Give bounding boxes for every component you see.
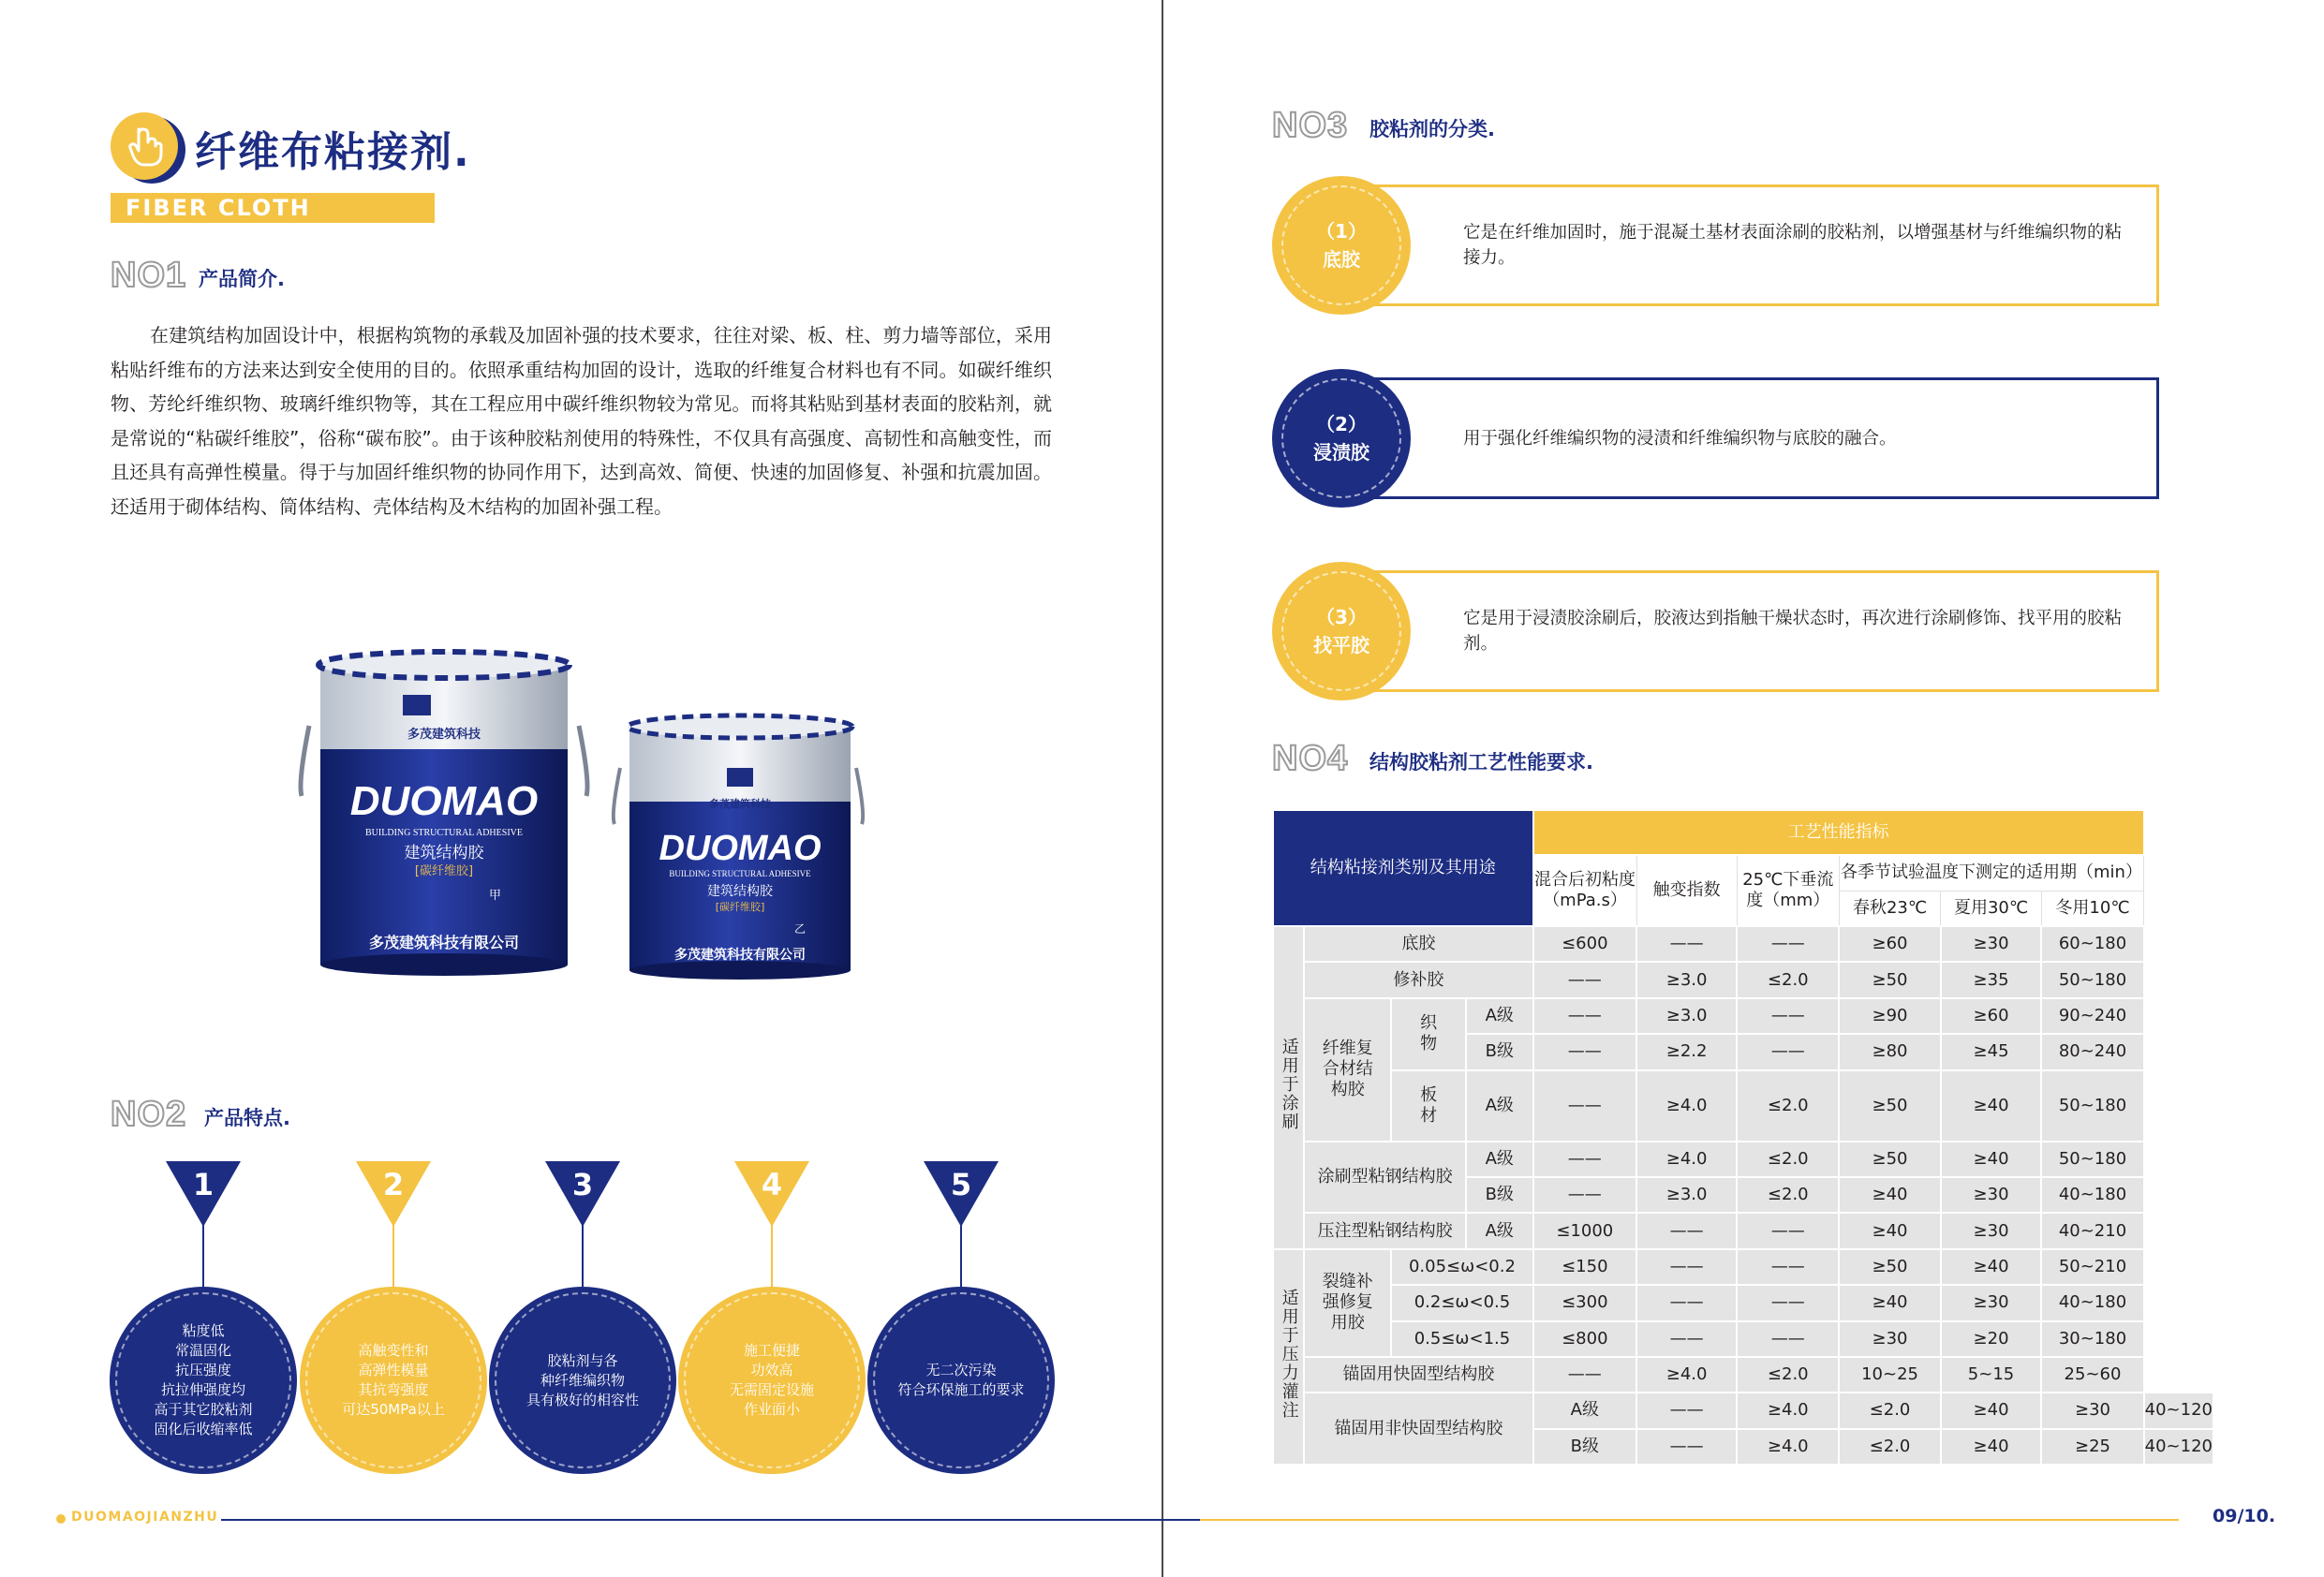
table-cell: ≥4.0 bbox=[1636, 1142, 1737, 1177]
section-tag-no2: NO2 bbox=[111, 1095, 187, 1134]
table-cell: 压注型粘钢结构胶 bbox=[1304, 1213, 1466, 1248]
category-box-3 bbox=[1368, 570, 2159, 692]
feature-line: 胶粘剂与各 bbox=[547, 1351, 618, 1369]
table-cell: 锚固用快固型结构胶 bbox=[1304, 1357, 1532, 1393]
table-cell: —— bbox=[1737, 1321, 1839, 1357]
feature-circle bbox=[867, 1287, 1055, 1474]
feature-line: 高触变性和 bbox=[358, 1342, 429, 1359]
table-cell: 40~120 bbox=[2144, 1393, 2213, 1428]
table-cell: —— bbox=[1636, 1321, 1737, 1357]
title-english-banner: FIBER CLOTH ADHESIVE bbox=[111, 193, 435, 223]
table-cell: ≥30 bbox=[1839, 1321, 1940, 1357]
table-cell: ≥40 bbox=[1839, 1177, 1940, 1213]
page-number: 09/10. bbox=[2213, 1506, 2276, 1526]
section-tag-no4: NO4 bbox=[1272, 739, 1349, 778]
footer-brand: DUOMAOJIANZHU bbox=[71, 1510, 219, 1525]
category-desc: 它是用于浸渍胶涂刷后，胶液达到指触干燥状态时，再次进行涂刷修饰、找平用的胶粘剂。 bbox=[1463, 609, 2123, 654]
table-cell: ≥50 bbox=[1839, 1249, 1940, 1285]
table-cell: ≤150 bbox=[1533, 1249, 1636, 1285]
group-label-brush: 适用于涂刷 bbox=[1273, 926, 1304, 1249]
table-cell: 40~180 bbox=[2041, 1285, 2143, 1320]
table-cell: ≥4.0 bbox=[1636, 1070, 1737, 1142]
table-cell: ≥4.0 bbox=[1737, 1393, 1839, 1428]
table-cell: —— bbox=[1636, 1285, 1737, 1320]
table-cell: 织物 bbox=[1391, 998, 1466, 1070]
table-cell: —— bbox=[1737, 1285, 1839, 1320]
part-a-label: 甲 bbox=[489, 889, 502, 903]
table-cell: ≤300 bbox=[1533, 1285, 1636, 1320]
brand-logo-big: DUOMAO bbox=[349, 778, 539, 824]
category-number: （2） bbox=[1316, 413, 1367, 435]
category-desc: 用于强化纤维编织物的浸渍和纤维编织物与底胶的融合。 bbox=[1463, 428, 1897, 449]
feature-circle bbox=[489, 1287, 676, 1474]
category-name: 浸渍胶 bbox=[1313, 441, 1369, 464]
cn-label-big: 建筑结构胶 bbox=[404, 844, 484, 862]
table-cell: 底胶 bbox=[1304, 926, 1532, 962]
table-cell: —— bbox=[1737, 1213, 1839, 1248]
feature-number: 2 bbox=[382, 1167, 405, 1202]
table-header-spring: 春秋23℃ bbox=[1839, 891, 1940, 926]
table-cell: 30~180 bbox=[2041, 1321, 2143, 1357]
table-cell: 纤维复合材结构胶 bbox=[1304, 998, 1391, 1142]
section-tag-no1: NO1 bbox=[111, 256, 187, 295]
table-cell: 50~180 bbox=[2041, 962, 2143, 997]
company-name-small: 多茂建筑科技有限公司 bbox=[674, 948, 806, 963]
table-cell: 40~120 bbox=[2144, 1429, 2213, 1465]
part-b-label: 乙 bbox=[794, 922, 807, 936]
feature-number: 1 bbox=[192, 1167, 215, 1202]
hand-pointer-icon bbox=[111, 112, 178, 180]
table-cell: ≥35 bbox=[1941, 962, 2042, 997]
table-cell: —— bbox=[1636, 1213, 1737, 1248]
table-cell: 锚固用非快固型结构胶 bbox=[1304, 1393, 1532, 1465]
table-cell: ≥50 bbox=[1839, 1142, 1940, 1177]
table-cell: 50~210 bbox=[2041, 1249, 2143, 1285]
table-cell: 裂缝补强修复用胶 bbox=[1304, 1249, 1391, 1357]
table-cell: ≤2.0 bbox=[1737, 1177, 1839, 1213]
table-cell: ≥40 bbox=[1941, 1249, 2042, 1285]
table-header-winter: 冬用10℃ bbox=[2041, 891, 2143, 926]
table-header-group: 工艺性能指标 bbox=[1533, 810, 2144, 855]
table-cell: A级 bbox=[1466, 1213, 1533, 1248]
table-cell: ≥40 bbox=[1941, 1070, 2042, 1142]
group-label-pressure: 适用于压力灌注 bbox=[1273, 1249, 1304, 1465]
table-cell: ≤1000 bbox=[1533, 1213, 1636, 1248]
table-cell: 0.2≤ω<0.5 bbox=[1391, 1285, 1532, 1320]
table-header-viscosity: 混合后初粘度（mPa.s） bbox=[1533, 855, 1636, 926]
table-cell: B级 bbox=[1533, 1429, 1636, 1465]
table-cell: ≥25 bbox=[2041, 1429, 2143, 1465]
table-header-sag: 25℃下垂流度（mm） bbox=[1737, 855, 1839, 926]
table-cell: ≤800 bbox=[1533, 1321, 1636, 1357]
category-box-1 bbox=[1368, 184, 2159, 306]
table-cell: 60~180 bbox=[2041, 926, 2143, 962]
section-heading-no3: 胶粘剂的分类. bbox=[1369, 118, 1495, 140]
table-cell: ≥40 bbox=[1941, 1142, 2042, 1177]
feature-number: 3 bbox=[571, 1167, 594, 1202]
table-cell: 涂刷型粘钢结构胶 bbox=[1304, 1142, 1466, 1214]
table-cell: ≥40 bbox=[1941, 1393, 2042, 1428]
feature-circle bbox=[110, 1287, 297, 1474]
feature-line: 常温固化 bbox=[174, 1342, 231, 1359]
category-name: 找平胶 bbox=[1313, 634, 1369, 656]
feature-circle bbox=[678, 1287, 866, 1474]
table-cell: 50~180 bbox=[2041, 1070, 2143, 1142]
feature-line: 高于其它胶粘剂 bbox=[154, 1401, 253, 1418]
table-cell: A级 bbox=[1533, 1393, 1636, 1428]
feature-line: 符合环保施工的要求 bbox=[897, 1381, 1025, 1398]
table-cell: ≥40 bbox=[1839, 1213, 1940, 1248]
feature-line: 施工便捷 bbox=[743, 1342, 800, 1359]
feature-line: 固化后收缩率低 bbox=[154, 1421, 253, 1437]
table-cell: —— bbox=[1533, 962, 1636, 997]
table-cell: ≥3.0 bbox=[1636, 998, 1737, 1034]
category-circle-2 bbox=[1272, 369, 1411, 508]
feature-line: 抗拉伸强度均 bbox=[160, 1381, 245, 1398]
performance-table bbox=[1272, 809, 2214, 1466]
product-image bbox=[281, 637, 881, 1011]
table-cell: —— bbox=[1533, 1142, 1636, 1177]
table-cell: ≥4.0 bbox=[1737, 1429, 1839, 1465]
table-cell: —— bbox=[1737, 1249, 1839, 1285]
table-cell: ≥60 bbox=[1941, 998, 2042, 1034]
section-heading-no4: 结构胶粘剂工艺性能要求. bbox=[1369, 751, 1593, 774]
feature-3 bbox=[489, 1161, 676, 1480]
table-header-thixotropy: 触变指数 bbox=[1636, 855, 1737, 926]
table-cell: 修补胶 bbox=[1304, 962, 1532, 997]
table-cell: ≥50 bbox=[1839, 1070, 1940, 1142]
feature-line: 无二次污染 bbox=[925, 1362, 997, 1378]
page-spine bbox=[1162, 0, 1163, 1577]
table-cell: A级 bbox=[1466, 1142, 1533, 1177]
table-cell: —— bbox=[1533, 1357, 1636, 1393]
feature-line: 粘度低 bbox=[182, 1322, 225, 1339]
feature-line: 具有极好的相容性 bbox=[525, 1391, 639, 1408]
table-cell: ≤2.0 bbox=[1839, 1429, 1940, 1465]
feature-number: 5 bbox=[950, 1167, 972, 1202]
category-box-2 bbox=[1368, 377, 2159, 499]
table-header-season: 各季节试验温度下测定的适用期（min） bbox=[1839, 855, 2143, 891]
table-cell: ≥30 bbox=[1941, 1285, 2042, 1320]
table-cell: ≤2.0 bbox=[1737, 1357, 1839, 1393]
company-name-big: 多茂建筑科技有限公司 bbox=[368, 934, 520, 951]
table-cell: ≥30 bbox=[1941, 1177, 2042, 1213]
category-number: （3） bbox=[1316, 606, 1367, 628]
table-cell: A级 bbox=[1466, 1070, 1533, 1142]
feature-circle bbox=[300, 1287, 487, 1474]
section-heading-no2: 产品特点. bbox=[204, 1107, 290, 1129]
table-cell: ≥30 bbox=[2041, 1393, 2143, 1428]
table-cell: ≥45 bbox=[1941, 1034, 2042, 1069]
feature-line: 高弹性模量 bbox=[358, 1362, 429, 1378]
table-cell: 40~210 bbox=[2041, 1213, 2143, 1248]
table-cell: 0.05≤ω<0.2 bbox=[1391, 1249, 1532, 1285]
table-cell: —— bbox=[1636, 1249, 1737, 1285]
company-logo-text-small: 多茂建筑科技 bbox=[709, 798, 771, 810]
brand-logo-small: DUOMAO bbox=[659, 829, 822, 868]
table-cell: —— bbox=[1533, 1177, 1636, 1213]
table-cell: B级 bbox=[1466, 1177, 1533, 1213]
table-cell: ≤2.0 bbox=[1737, 1142, 1839, 1177]
feature-4 bbox=[678, 1161, 866, 1480]
section-heading-no1: 产品简介. bbox=[199, 268, 285, 290]
feature-line: 可达50MPa以上 bbox=[342, 1401, 445, 1418]
table-cell: —— bbox=[1636, 926, 1737, 962]
en-label-small: BUILDING STRUCTURAL ADHESIVE bbox=[669, 869, 811, 878]
table-cell: ≥50 bbox=[1839, 962, 1940, 997]
table-cell: 50~180 bbox=[2041, 1142, 2143, 1177]
feature-5 bbox=[867, 1161, 1055, 1480]
feature-number: 4 bbox=[761, 1167, 783, 1202]
table-cell: A级 bbox=[1466, 998, 1533, 1034]
feature-line: 抗压强度 bbox=[174, 1362, 231, 1378]
table-cell: —— bbox=[1533, 1034, 1636, 1069]
table-cell: —— bbox=[1533, 1070, 1636, 1142]
feature-line: 其抗弯强度 bbox=[358, 1381, 429, 1398]
table-cell: ≥3.0 bbox=[1636, 962, 1737, 997]
table-header-category: 结构粘接剂类别及其用途 bbox=[1273, 810, 1533, 926]
cn-label-small: 建筑结构胶 bbox=[707, 884, 773, 899]
category-name: 底胶 bbox=[1323, 248, 1360, 271]
table-cell: —— bbox=[1737, 926, 1839, 962]
footer-line bbox=[221, 1519, 2179, 1521]
table-cell: ≥2.2 bbox=[1636, 1034, 1737, 1069]
category-circle-3 bbox=[1272, 562, 1411, 700]
category-desc: 它是在纤维加固时，施于混凝土基材表面涂刷的胶粘剂，以增强基材与纤维编织物的粘接力。 bbox=[1463, 223, 2123, 268]
intro-paragraph: 在建筑结构加固设计中，根据构筑物的承载及加固补强的技术要求，往往对梁、板、柱、剪力墙等部位，采用粘贴纤维布的方法来达到安全使用的目的。依照承重结构加固的设计，选取的纤维复合材料也有不同。如碳纤维织物、芳纶纤维织物、玻璃纤维织物等，其在工程应用中碳纤维织物较为常见。而将其粘贴到基材表面的胶粘剂，就是常说的“粘碳纤维胶”，俗称“碳布胶”。由于该种胶粘剂使用的特殊性，不仅具有高强度、高韧性和高触变性，而且还具有高弹性模量。得于与加固纤维织物的协同作用下，达到高效、简便、快速的加固修复、补强和抗震加固。还适用于砌体结构、筒体结构、壳体结构及木结构的加固补强工程。 bbox=[111, 324, 1052, 518]
company-logo-text-big: 多茂建筑科技 bbox=[407, 728, 481, 742]
category-circle-1 bbox=[1272, 176, 1411, 315]
table-cell: 0.5≤ω<1.5 bbox=[1391, 1321, 1532, 1357]
table-cell: —— bbox=[1737, 1034, 1839, 1069]
page-title: 纤维布粘接剂. bbox=[195, 128, 471, 176]
feature-line: 作业面小 bbox=[743, 1401, 800, 1418]
feature-line: 无需固定设施 bbox=[729, 1381, 814, 1398]
table-cell: —— bbox=[1737, 998, 1839, 1034]
table-cell: —— bbox=[1636, 1393, 1737, 1428]
table-cell: ≥30 bbox=[1941, 926, 2042, 962]
footer-dot-icon bbox=[56, 1514, 66, 1524]
en-label-big: BUILDING STRUCTURAL ADHESIVE bbox=[365, 828, 523, 838]
table-cell: —— bbox=[1636, 1429, 1737, 1465]
table-header-summer: 夏用30℃ bbox=[1941, 891, 2042, 926]
table-cell: 25~60 bbox=[2041, 1357, 2143, 1393]
table-cell: ≥40 bbox=[1941, 1429, 2042, 1465]
table-cell: ≥3.0 bbox=[1636, 1177, 1737, 1213]
table-cell: ≥90 bbox=[1839, 998, 1940, 1034]
table-cell: 40~180 bbox=[2041, 1177, 2143, 1213]
table-cell: 80~240 bbox=[2041, 1034, 2143, 1069]
table-cell: B级 bbox=[1466, 1034, 1533, 1069]
table-cell: ≤2.0 bbox=[1737, 962, 1839, 997]
table-cell: ≥40 bbox=[1839, 1285, 1940, 1320]
table-cell: 板材 bbox=[1391, 1070, 1466, 1142]
feature-line: 种纤维编织物 bbox=[540, 1371, 625, 1389]
table-cell: ≤2.0 bbox=[1737, 1070, 1839, 1142]
sub-label-small: [碳纤维胶] bbox=[715, 901, 765, 913]
table-cell: ≥30 bbox=[1941, 1213, 2042, 1248]
table-cell: ≥80 bbox=[1839, 1034, 1940, 1069]
table-cell: ≥60 bbox=[1839, 926, 1940, 962]
table-cell: ≤600 bbox=[1533, 926, 1636, 962]
table-cell: ≤2.0 bbox=[1839, 1393, 1940, 1428]
table-cell: 90~240 bbox=[2041, 998, 2143, 1034]
table-cell: ≥4.0 bbox=[1636, 1357, 1737, 1393]
sub-label-big: [碳纤维胶] bbox=[414, 864, 474, 878]
section-tag-no3: NO3 bbox=[1272, 106, 1349, 145]
table-cell: 5~15 bbox=[1941, 1357, 2042, 1393]
table-cell: —— bbox=[1533, 998, 1636, 1034]
table-cell: ≥20 bbox=[1941, 1321, 2042, 1357]
table-cell: 10~25 bbox=[1839, 1357, 1940, 1393]
feature-line: 功效高 bbox=[750, 1362, 793, 1378]
feature-1 bbox=[110, 1161, 297, 1480]
feature-2 bbox=[300, 1161, 487, 1480]
category-number: （1） bbox=[1316, 220, 1367, 243]
